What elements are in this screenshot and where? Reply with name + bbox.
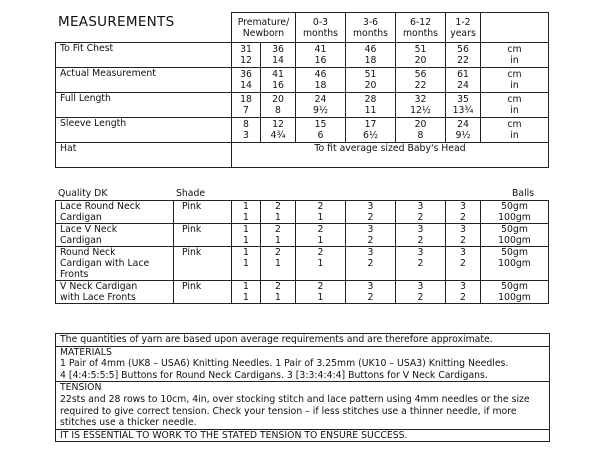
materials-line-1: 1 Pair of 4mm (UK8 – USA6) Knitting Needles. 1 Pair of 3.25mm (UK10 – USA3) Knitting Needles.: [60, 358, 509, 370]
measurement-label: Actual Measurement: [56, 68, 232, 93]
yarn-shade-blank: [174, 292, 232, 304]
yarn-count-blank: [446, 269, 481, 281]
yarn-count: 2: [261, 224, 296, 236]
measurement-value: 24 9½: [296, 93, 346, 118]
measurement-row: [56, 68, 549, 93]
yarn-table: [55, 200, 549, 304]
yarn-count: 3: [446, 281, 481, 293]
header-0-3: 0-3 months: [296, 13, 346, 43]
yarn-count: 3: [446, 247, 481, 259]
measurement-value: 61 24: [446, 68, 481, 93]
yarn-count: 3: [396, 281, 446, 293]
yarn-shade: Pink: [174, 201, 232, 213]
yarn-row: [56, 212, 549, 224]
yarn-count: 1: [261, 212, 296, 224]
measurement-unit: cm in: [481, 43, 549, 68]
yarn-count: 1: [232, 247, 261, 259]
hat-text: To fit average sized Baby's Head: [232, 143, 549, 168]
measurement-value: 36 14: [232, 68, 261, 93]
yarn-item-label: Round Neck: [56, 247, 174, 259]
measurement-value: 56 22: [446, 43, 481, 68]
measurement-value: 18 7: [232, 93, 261, 118]
yarn-count: 3: [346, 247, 396, 259]
yarn-count: 3: [446, 224, 481, 236]
yarn-row: [56, 292, 549, 304]
tension-line-1: 22sts and 28 rows to 10cm, 4in, over stocking stitch and lace pattern using 4mm needles or the size: [60, 393, 530, 405]
yarn-count-blank: [296, 269, 346, 281]
yarn-count: 2: [296, 201, 346, 213]
yarn-shade-blank: [174, 258, 232, 269]
yarn-count: 1: [296, 212, 346, 224]
measurement-value: 36 14: [261, 43, 296, 68]
yarn-count: 2: [261, 281, 296, 293]
yarn-shade-blank: [174, 269, 232, 281]
measurement-value: 8 3: [232, 118, 261, 143]
hat-label: Hat: [56, 143, 232, 168]
yarn-balls: 100gm: [481, 235, 549, 247]
measurement-row: [56, 118, 549, 143]
yarn-count: 1: [232, 201, 261, 213]
measurement-value: 20 8: [396, 118, 446, 143]
measurement-value: 31 12: [232, 43, 261, 68]
measurements-title: MEASUREMENTS: [58, 14, 175, 30]
yarn-item-label: with Lace Fronts: [56, 292, 174, 304]
measurement-value: 46 18: [346, 43, 396, 68]
measurement-value: 15 6: [296, 118, 346, 143]
yarn-count: 1: [232, 258, 261, 269]
approx-note: The quantities of yarn are based upon average requirements and are therefore approximate.: [60, 334, 493, 345]
tension-heading: TENSION: [56, 381, 549, 394]
yarn-count: 3: [396, 201, 446, 213]
measurement-unit: cm in: [481, 93, 549, 118]
yarn-count-blank: [396, 269, 446, 281]
yarn-count: 2: [261, 201, 296, 213]
yarn-count: 3: [396, 247, 446, 259]
tension-line-3: stitches use a thicker needle.: [60, 417, 197, 429]
measurement-value: 35 13¾: [446, 93, 481, 118]
yarn-count: 2: [346, 212, 396, 224]
yarn-count: 1: [296, 258, 346, 269]
materials-line-2: 4 [4:4:5:5:5] Buttons for Round Neck Cardigans. 3 [3:3:4:4:4] Buttons for V Neck Cardigans.: [60, 369, 488, 381]
yarn-shade-blank: [174, 212, 232, 224]
measurements-header-row: [56, 13, 549, 43]
yarn-balls: 100gm: [481, 292, 549, 304]
yarn-count: 1: [296, 292, 346, 304]
quality-label: Quality DK: [58, 188, 108, 199]
yarn-count: 3: [346, 224, 396, 236]
header-blank: [56, 13, 232, 43]
yarn-count: 2: [346, 292, 396, 304]
measurement-row: [56, 43, 549, 68]
measurement-value: 12 4¾: [261, 118, 296, 143]
measurement-label: To Fit Chest: [56, 43, 232, 68]
yarn-count: 2: [446, 212, 481, 224]
header-3-6: 3-6 months: [346, 13, 396, 43]
measurement-value: 32 12½: [396, 93, 446, 118]
notes-box: [55, 333, 550, 442]
measurement-label: Sleeve Length: [56, 118, 232, 143]
measurement-value: 56 22: [396, 68, 446, 93]
yarn-shade: Pink: [174, 281, 232, 293]
yarn-count-blank: [261, 269, 296, 281]
yarn-count: 1: [261, 235, 296, 247]
measurement-label: Full Length: [56, 93, 232, 118]
yarn-count: 2: [396, 258, 446, 269]
yarn-item-label: V Neck Cardigan: [56, 281, 174, 293]
yarn-balls: 50gm: [481, 224, 549, 236]
measurement-value: 20 8: [261, 93, 296, 118]
yarn-balls: 50gm: [481, 247, 549, 259]
header-premature: Premature/ Newborn: [232, 13, 296, 43]
yarn-count: 1: [261, 292, 296, 304]
yarn-row: [56, 235, 549, 247]
hat-row: [56, 143, 549, 168]
yarn-count: 3: [346, 201, 396, 213]
yarn-count: 3: [396, 224, 446, 236]
yarn-count-blank: [346, 269, 396, 281]
materials-heading: MATERIALS: [56, 346, 549, 359]
yarn-count: 1: [232, 292, 261, 304]
yarn-count: 1: [232, 235, 261, 247]
yarn-item-label: Fronts: [56, 269, 174, 281]
yarn-row: [56, 258, 549, 269]
yarn-count-blank: [481, 269, 549, 281]
yarn-count: 3: [346, 281, 396, 293]
measurement-row: [56, 93, 549, 118]
yarn-shade: Pink: [174, 247, 232, 259]
yarn-item-label: Lace V Neck: [56, 224, 174, 236]
yarn-row: [56, 224, 549, 236]
yarn-item-label: Lace Round Neck: [56, 201, 174, 213]
yarn-count: 2: [296, 224, 346, 236]
yarn-count: 1: [261, 258, 296, 269]
tension-line-2: required to give correct tension. Check your tension – if less stitches use a thinner needle, if more: [60, 405, 517, 417]
measurement-value: 41 16: [261, 68, 296, 93]
header-1-2: 1-2 years: [446, 13, 481, 43]
measurement-value: 51 20: [346, 68, 396, 93]
yarn-count: 2: [446, 258, 481, 269]
yarn-count: 2: [296, 281, 346, 293]
yarn-shade: Pink: [174, 224, 232, 236]
shade-label: Shade: [176, 188, 206, 199]
yarn-item-label: Cardigan: [56, 212, 174, 224]
measurements-table: [55, 12, 549, 168]
yarn-row: [56, 201, 549, 213]
yarn-count: 1: [296, 235, 346, 247]
yarn-count: 2: [446, 292, 481, 304]
yarn-row: [56, 281, 549, 293]
yarn-count: 2: [446, 235, 481, 247]
yarn-count: 2: [396, 235, 446, 247]
yarn-shade-blank: [174, 235, 232, 247]
header-6-12: 6-12 months: [396, 13, 446, 43]
measurement-value: 51 20: [396, 43, 446, 68]
measurement-value: 28 11: [346, 93, 396, 118]
yarn-count: 1: [232, 281, 261, 293]
yarn-balls: 100gm: [481, 258, 549, 269]
yarn-count: 1: [232, 224, 261, 236]
tension-warning: IT IS ESSENTIAL TO WORK TO THE STATED TENSION TO ENSURE SUCCESS.: [56, 429, 549, 442]
measurement-value: 46 18: [296, 68, 346, 93]
yarn-row: [56, 247, 549, 259]
yarn-count: 2: [396, 292, 446, 304]
yarn-count: 2: [396, 212, 446, 224]
yarn-item-label: Cardigan with Lace: [56, 258, 174, 269]
balls-label: Balls: [512, 188, 535, 199]
measurement-value: 24 9½: [446, 118, 481, 143]
measurement-value: 41 16: [296, 43, 346, 68]
yarn-count: 2: [346, 258, 396, 269]
yarn-balls: 100gm: [481, 212, 549, 224]
yarn-balls: 50gm: [481, 201, 549, 213]
yarn-count-blank: [232, 269, 261, 281]
yarn-count: 1: [232, 212, 261, 224]
measurement-unit: cm in: [481, 118, 549, 143]
measurement-unit: cm in: [481, 68, 549, 93]
yarn-balls: 50gm: [481, 281, 549, 293]
yarn-count: 3: [446, 201, 481, 213]
yarn-count: 2: [296, 247, 346, 259]
yarn-count: 2: [346, 235, 396, 247]
yarn-count: 2: [261, 247, 296, 259]
yarn-row: [56, 269, 549, 281]
measurement-value: 17 6½: [346, 118, 396, 143]
yarn-item-label: Cardigan: [56, 235, 174, 247]
header-unit-blank: [481, 13, 549, 43]
